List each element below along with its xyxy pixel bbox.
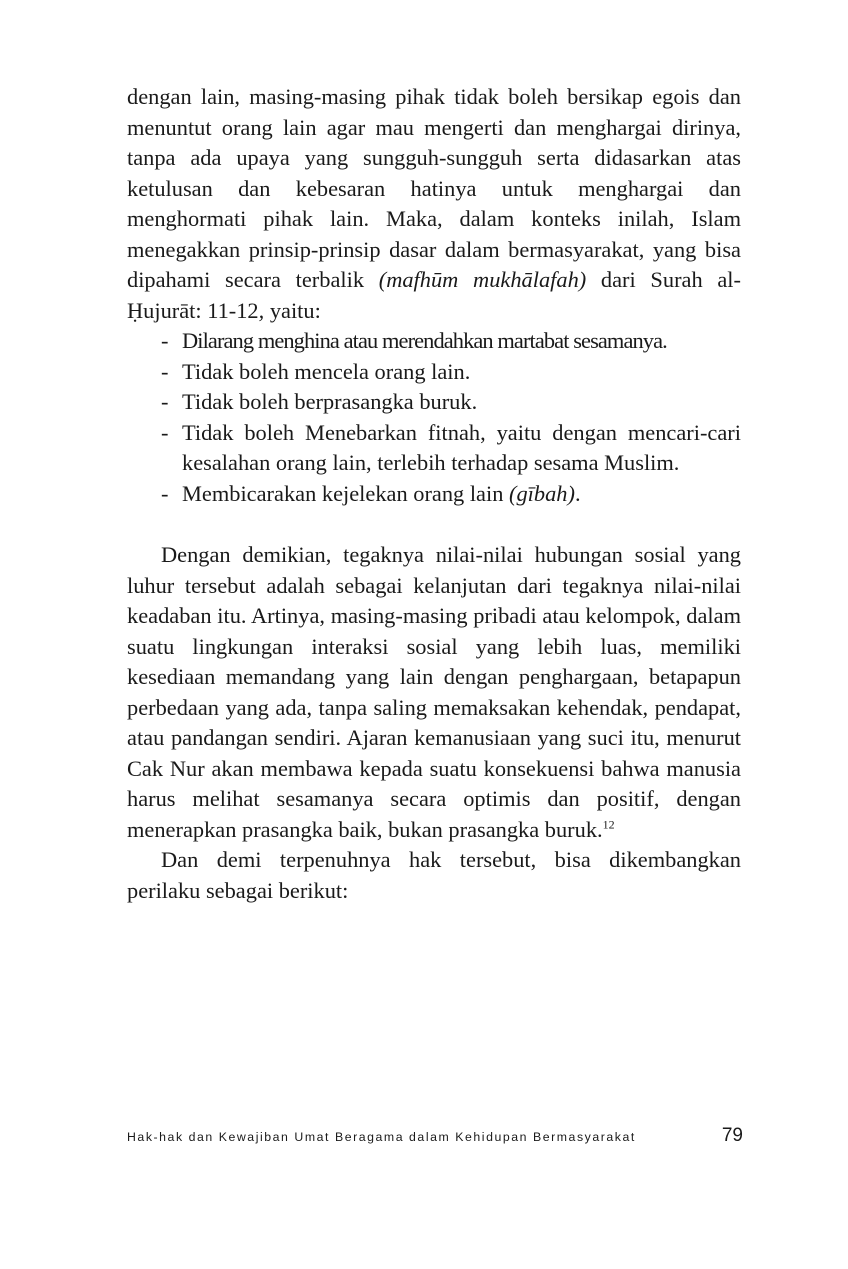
principles-list bbox=[127, 326, 741, 509]
list-dash: - bbox=[161, 480, 169, 506]
list-item-text: Dilarang menghina atau merendahkan martabat sesamanya. bbox=[182, 328, 667, 353]
list-item bbox=[127, 418, 741, 479]
list-item-text: Membicarakan kejelekan orang lain bbox=[182, 480, 510, 506]
footnote-reference[interactable]: 12 bbox=[602, 817, 615, 832]
page-body bbox=[127, 82, 741, 906]
paragraph-text: dari Surah al-Ḥujurāt: 11-12 bbox=[127, 267, 741, 323]
page-footer bbox=[127, 1118, 741, 1148]
italic-term-gibah: (gībah) bbox=[509, 480, 575, 506]
list-item bbox=[127, 479, 741, 510]
list-item-end: . bbox=[574, 480, 581, 506]
page-number: 79 bbox=[721, 1125, 743, 1146]
list-dash: - bbox=[161, 389, 169, 414]
italic-term-mafhum: (mafhūm mukhālafah) bbox=[378, 267, 587, 292]
italic-comma: , bbox=[258, 297, 265, 323]
paragraph-text: Dengan demikian, tegaknya nilai-nilai hubungan sosial yang luhur tersebut adalah sebagai kelanjutan dari tegaknya nilai-nilai keadaban itu. Artinya, masing-masing pribadi atau kelompok, dalam suatu lingkungan interaksi sosial yang lebih luas, memiliki kesediaan memandang yang lain dengan penghargaan, betapapun perbedaan yang ada, tanpa saling memaksakan kehendak, pendapat, atau pandangan sendiri. Ajaran kemanusiaan yang suci itu, menurut Cak Nur akan membawa kepada suatu konsekuensi bahwa manusia harus melihat sesamanya secara optimis dan positif, dengan menerapkan prasangka baik, bukan prasangka buruk. bbox=[127, 542, 741, 842]
list-item-text: Tidak boleh berprasangka buruk. bbox=[182, 389, 478, 414]
list-item bbox=[127, 326, 741, 357]
list-item bbox=[127, 387, 741, 418]
running-head: Hak-hak dan Kewajiban Umat Beragama dalam Kehidupan Bermasyarakat bbox=[127, 1130, 636, 1144]
paragraph-continuation bbox=[127, 82, 741, 326]
list-item bbox=[127, 357, 741, 388]
paragraph-text: dengan lain, masing-masing pihak tidak boleh bersikap egois dan menuntut orang lain agar mau mengerti dan menghargai dirinya, tanpa ada upaya yang sungguh-sungguh serta didasarkan atas ketulusan dan kebesaran hatinya untuk menghargai dan menghormati pihak lain. Maka, dalam konteks inilah, Islam menegakkan prinsip-prinsip dasar dalam bermasyarakat, yang bisa dipahami secara terbalik bbox=[127, 84, 741, 292]
paragraph-text: Dan demi terpenuhnya hak tersebut, bisa dikembangkan perilaku sebagai berikut: bbox=[127, 847, 741, 903]
list-dash: - bbox=[161, 419, 169, 445]
paragraph-conclusion bbox=[127, 540, 741, 845]
list-item-text: Tidak boleh mencela orang lain. bbox=[182, 358, 471, 384]
paragraph-closing bbox=[127, 845, 741, 906]
list-dash: - bbox=[161, 328, 169, 353]
paragraph-text: yaitu: bbox=[264, 297, 321, 323]
list-item-text: Tidak boleh Menebarkan fitnah, yaitu dengan mencari-cari kesalahan orang lain, terlebih terhadap sesama Muslim. bbox=[182, 419, 741, 475]
list-dash: - bbox=[161, 358, 169, 384]
